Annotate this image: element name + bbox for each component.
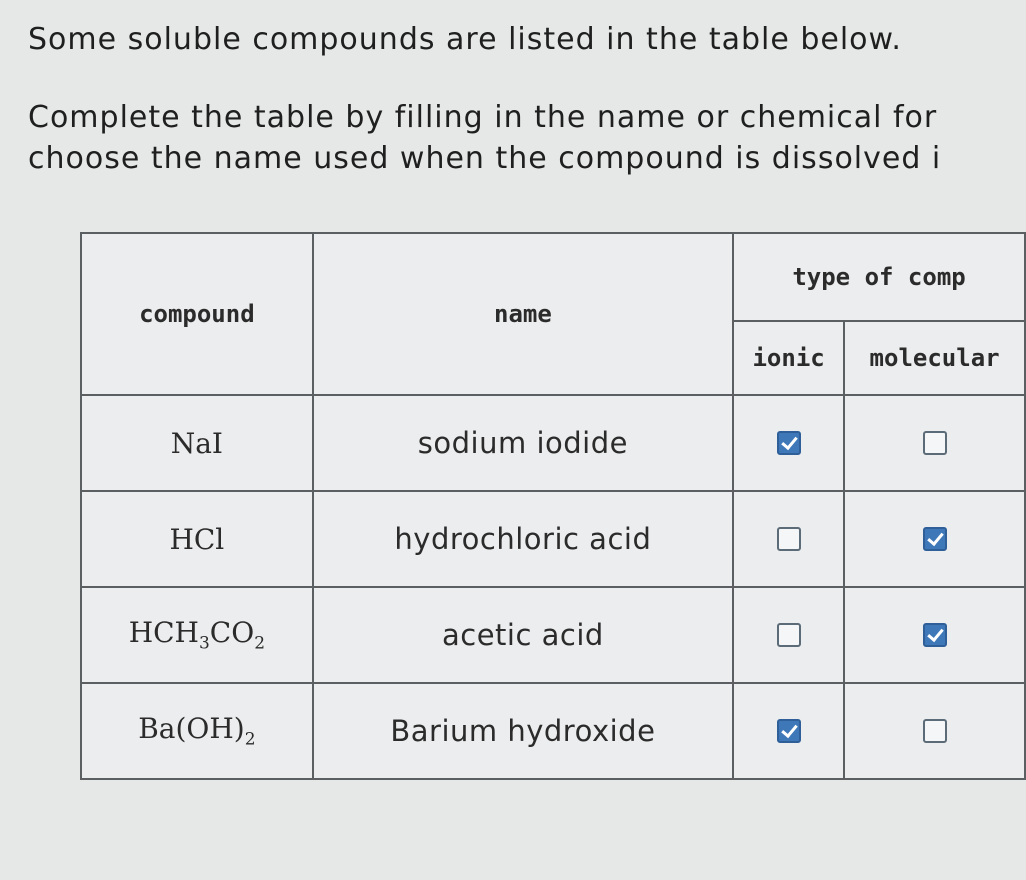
instruction-line-3: choose the name used when the compound is dissolved i [28,141,942,176]
ionic-checkbox-acetic-acid[interactable] [777,623,801,647]
molecular-cell-barium-hydroxide [844,683,1025,779]
molecular-checkbox-barium-hydroxide[interactable] [923,719,947,743]
ionic-cell-hcl [733,491,844,587]
name-cell-barium-hydroxide: Barium hydroxide [313,683,733,779]
header-name: name [313,233,733,395]
header-compound: compound [81,233,313,395]
formula-nai [81,395,313,491]
formula-text: HCl [169,522,225,556]
header-ionic: ionic [733,321,844,395]
table-row-acetic-acid [81,587,1025,683]
ionic-cell-nai [733,395,844,491]
molecular-checkbox-acetic-acid[interactable] [923,623,947,647]
ionic-checkbox-nai[interactable] [777,431,801,455]
header-row [81,233,1025,321]
molecular-checkbox-nai[interactable] [923,431,947,455]
table-row-nai [81,395,1025,491]
molecular-cell-acetic-acid [844,587,1025,683]
instruction-line-1: Some soluble compounds are listed in the table below. [28,22,902,57]
header-type-of-compound: type of comp [733,233,1025,321]
formula-part: HCH [128,616,199,650]
ionic-checkbox-barium-hydroxide[interactable] [777,719,801,743]
formula-subscript: 2 [244,729,256,750]
ionic-checkbox-hcl[interactable] [777,527,801,551]
ionic-cell-barium-hydroxide [733,683,844,779]
ionic-cell-acetic-acid [733,587,844,683]
compound-table [80,232,1026,780]
formula-acetic-acid [81,587,313,683]
formula-part: CO [209,616,255,650]
name-cell-acetic-acid: acetic acid [313,587,733,683]
molecular-cell-hcl [844,491,1025,587]
formula-text: NaI [170,426,223,460]
table-row-barium-hydroxide [81,683,1025,779]
formula-hcl [81,491,313,587]
name-cell-hcl: hydrochloric acid [313,491,733,587]
table-row-hcl [81,491,1025,587]
name-cell-nai: sodium iodide [313,395,733,491]
formula-part: Ba(OH) [138,712,245,746]
formula-subscript: 2 [254,633,266,654]
formula-subscript: 3 [198,633,210,654]
header-molecular: molecular [844,321,1025,395]
molecular-checkbox-hcl[interactable] [923,527,947,551]
molecular-cell-nai [844,395,1025,491]
formula-barium-hydroxide [81,683,313,779]
instruction-line-2: Complete the table by filling in the name or chemical for [28,100,938,135]
